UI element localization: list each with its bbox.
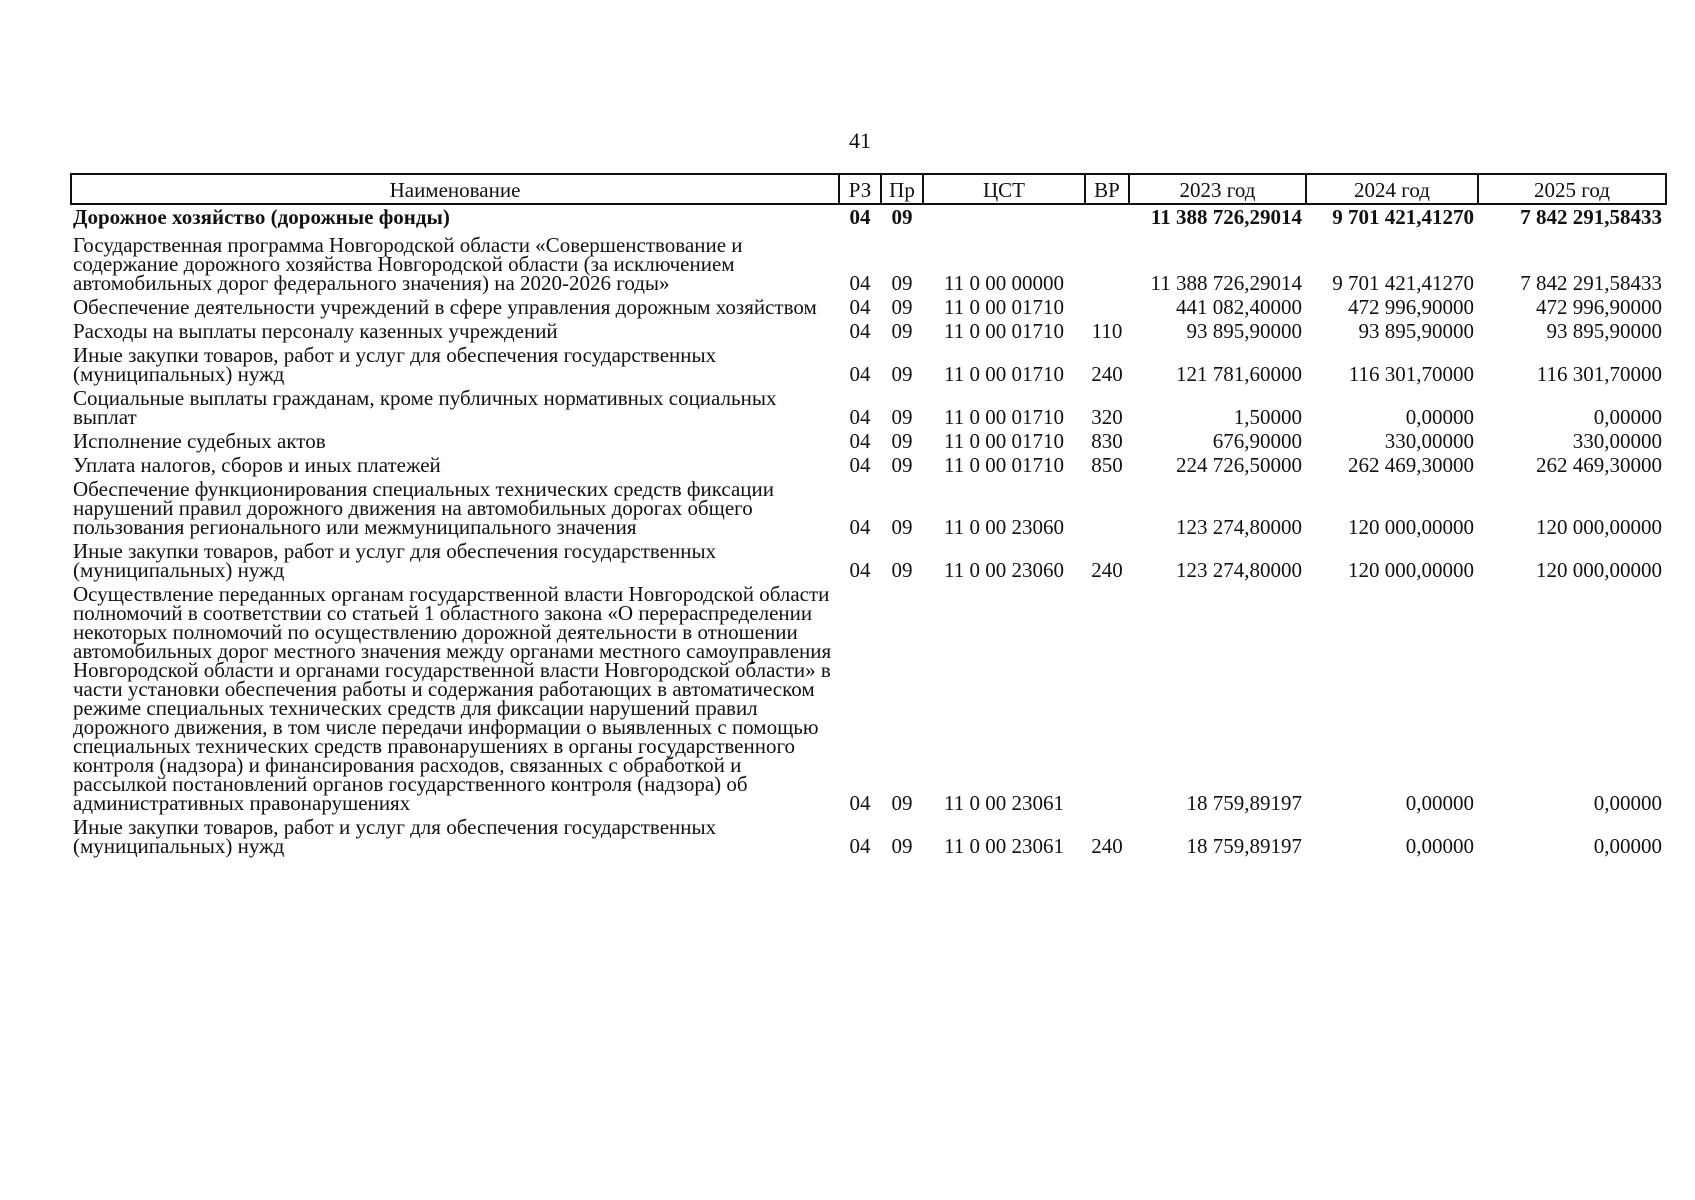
cell-pr: 09 bbox=[891, 205, 913, 229]
table-row bbox=[71, 539, 1666, 582]
cell-rz: 04 bbox=[849, 453, 871, 477]
cell-cst: 11 0 00 01710 bbox=[944, 429, 1064, 453]
cell-vr bbox=[1085, 204, 1129, 233]
cell-cst: 11 0 00 23060 bbox=[944, 515, 1064, 539]
cell-rz: 04 bbox=[849, 791, 871, 815]
cell-rz: 04 bbox=[849, 405, 871, 429]
cell-2024: 0,00000 bbox=[1405, 405, 1474, 429]
header-vr: ВР bbox=[1085, 174, 1129, 204]
cell-2024: 9 701 421,41270 bbox=[1332, 205, 1474, 229]
table-row bbox=[71, 582, 1666, 815]
cell-vr bbox=[1085, 233, 1129, 295]
table-row bbox=[71, 453, 1666, 477]
cell-pr: 09 bbox=[891, 429, 913, 453]
cell-rz: 04 bbox=[849, 429, 871, 453]
cell-2024: 120 000,00000 bbox=[1348, 558, 1474, 582]
cell-2025: 330,00000 bbox=[1572, 429, 1662, 453]
header-name: Наименование bbox=[71, 174, 839, 204]
cell-2025: 472 996,90000 bbox=[1536, 295, 1662, 319]
cell-name: Иные закупки товаров, работ и услуг для обеспечения государственных (муниципальных) нужд bbox=[73, 815, 717, 858]
cell-vr: 830 bbox=[1091, 429, 1123, 453]
cell-rz: 04 bbox=[849, 515, 871, 539]
header-rz: РЗ bbox=[839, 174, 881, 204]
cell-2024: 0,00000 bbox=[1405, 791, 1474, 815]
cell-pr: 09 bbox=[891, 362, 913, 386]
header-cst: ЦСТ bbox=[923, 174, 1085, 204]
table-row bbox=[71, 204, 1666, 233]
cell-2023: 224 726,50000 bbox=[1176, 453, 1302, 477]
cell-cst: 11 0 00 23061 bbox=[944, 834, 1064, 858]
header-year-2023: 2023 год bbox=[1129, 174, 1306, 204]
cell-vr bbox=[1085, 582, 1129, 815]
cell-2024: 9 701 421,41270 bbox=[1332, 271, 1474, 295]
cell-2025: 7 842 291,58433 bbox=[1520, 205, 1662, 229]
cell-2025: 120 000,00000 bbox=[1536, 515, 1662, 539]
cell-vr: 240 bbox=[1091, 362, 1123, 386]
cell-rz: 04 bbox=[849, 271, 871, 295]
cell-2025: 93 895,90000 bbox=[1546, 319, 1662, 343]
cell-pr: 09 bbox=[891, 319, 913, 343]
cell-pr: 09 bbox=[891, 295, 913, 319]
cell-vr: 110 bbox=[1091, 319, 1123, 343]
cell-2024: 262 469,30000 bbox=[1348, 453, 1474, 477]
cell-rz: 04 bbox=[849, 362, 871, 386]
cell-pr: 09 bbox=[891, 405, 913, 429]
cell-2024: 0,00000 bbox=[1405, 834, 1474, 858]
table-row bbox=[71, 343, 1666, 386]
budget-table bbox=[70, 173, 1667, 858]
cell-vr: 850 bbox=[1091, 453, 1123, 477]
cell-name: Иные закупки товаров, работ и услуг для обеспечения государственных (муниципальных) нужд bbox=[73, 343, 717, 386]
cell-name: Обеспечение функционирования специальных технических средств фиксации нарушений правил дорожного движения на автомобильных дорогах общего пользования регионального или межмуниципального значения bbox=[73, 477, 775, 539]
cell-vr bbox=[1085, 295, 1129, 319]
cell-cst: 11 0 00 01710 bbox=[944, 362, 1064, 386]
table-row bbox=[71, 815, 1666, 858]
cell-2023: 18 759,89197 bbox=[1186, 834, 1302, 858]
cell-2023: 1,50000 bbox=[1233, 405, 1302, 429]
cell-2023: 18 759,89197 bbox=[1186, 791, 1302, 815]
cell-2023: 676,90000 bbox=[1212, 429, 1302, 453]
cell-2023: 11 388 726,29014 bbox=[1150, 271, 1302, 295]
cell-cst: 11 0 00 00000 bbox=[944, 271, 1064, 295]
cell-2023: 441 082,40000 bbox=[1176, 295, 1302, 319]
cell-pr: 09 bbox=[891, 453, 913, 477]
cell-pr: 09 bbox=[891, 834, 913, 858]
page-number: 41 bbox=[849, 128, 871, 153]
cell-cst: 11 0 00 01710 bbox=[944, 453, 1064, 477]
cell-2025: 7 842 291,58433 bbox=[1520, 271, 1662, 295]
cell-2025: 0,00000 bbox=[1593, 405, 1662, 429]
table-header-row bbox=[71, 174, 1666, 204]
cell-2024: 472 996,90000 bbox=[1348, 295, 1474, 319]
table-body bbox=[71, 204, 1666, 858]
cell-cst: 11 0 00 23061 bbox=[944, 791, 1064, 815]
table-row bbox=[71, 386, 1666, 429]
cell-2023: 11 388 726,29014 bbox=[1150, 205, 1302, 229]
cell-name: Уплата налогов, сборов и иных платежей bbox=[73, 453, 441, 477]
header-year-2024: 2024 год bbox=[1306, 174, 1478, 204]
cell-2025: 0,00000 bbox=[1593, 834, 1662, 858]
cell-rz: 04 bbox=[849, 295, 871, 319]
table-row bbox=[71, 233, 1666, 295]
header-year-2025: 2025 год bbox=[1478, 174, 1666, 204]
cell-pr: 09 bbox=[891, 515, 913, 539]
cell-cst: 11 0 00 01710 bbox=[944, 405, 1064, 429]
cell-cst: 11 0 00 01710 bbox=[944, 319, 1064, 343]
cell-name: Обеспечение деятельности учреждений в сфере управления дорожным хозяйством bbox=[73, 295, 817, 319]
cell-vr: 240 bbox=[1091, 558, 1123, 582]
cell-pr: 09 bbox=[891, 558, 913, 582]
cell-2025: 116 301,70000 bbox=[1536, 362, 1662, 386]
cell-2023: 93 895,90000 bbox=[1186, 319, 1302, 343]
table-row bbox=[71, 319, 1666, 343]
cell-cst bbox=[923, 204, 1085, 233]
cell-rz: 04 bbox=[849, 319, 871, 343]
cell-name: Дорожное хозяйство (дорожные фонды) bbox=[73, 205, 450, 229]
cell-name: Расходы на выплаты персоналу казенных учреждений bbox=[73, 319, 558, 343]
cell-pr: 09 bbox=[891, 271, 913, 295]
cell-2024: 93 895,90000 bbox=[1358, 319, 1474, 343]
cell-2025: 120 000,00000 bbox=[1536, 558, 1662, 582]
cell-vr bbox=[1085, 477, 1129, 539]
cell-name: Иные закупки товаров, работ и услуг для обеспечения государственных (муниципальных) нужд bbox=[73, 539, 717, 582]
cell-cst: 11 0 00 01710 bbox=[944, 295, 1064, 319]
cell-2023: 123 274,80000 bbox=[1176, 558, 1302, 582]
cell-2024: 330,00000 bbox=[1384, 429, 1474, 453]
cell-vr: 320 bbox=[1091, 405, 1123, 429]
table-row bbox=[71, 477, 1666, 539]
cell-pr: 09 bbox=[891, 791, 913, 815]
cell-name: Социальные выплаты гражданам, кроме публичных нормативных социальных выплат bbox=[73, 386, 777, 429]
cell-cst: 11 0 00 23060 bbox=[944, 558, 1064, 582]
cell-2023: 123 274,80000 bbox=[1176, 515, 1302, 539]
cell-2025: 262 469,30000 bbox=[1536, 453, 1662, 477]
table-row bbox=[71, 295, 1666, 319]
cell-rz: 04 bbox=[849, 834, 871, 858]
table-row bbox=[71, 429, 1666, 453]
cell-name: Осуществление переданных органам государственной власти Новгородской области полномочий в соответствии со статьей 1 областного закона «О перераспределении некоторых полномочий по осуществлению дорожной деятельности в отношении автомобильных дорог местного значения между органами местного самоуправления Новгородской области и органами государственной власти Новгородской области» в части установки обеспечения работы и содержания работающих в автоматическом режиме специальных технических средств для фиксации нарушений правил дорожного движения, в том числе передачи информации о выявленных с помощью специальных технических средств правонарушениях в органы государственного контроля (надзора) и финансирования расходов, связанных с обработкой и рассылкой постановлений органов государственного контроля (надзора) об административных правонарушениях bbox=[73, 582, 832, 815]
header-pr: Пр bbox=[881, 174, 923, 204]
cell-rz: 04 bbox=[849, 558, 871, 582]
cell-name: Государственная программа Новгородской области «Совершенствование и содержание дорожного хозяйства Новгородской области (за исключением автомобильных дорог федерального значения) на 2020-2026 годы» bbox=[73, 233, 743, 295]
cell-rz: 04 bbox=[849, 205, 871, 229]
cell-name: Исполнение судебных актов bbox=[73, 429, 326, 453]
cell-vr: 240 bbox=[1091, 834, 1123, 858]
cell-2025: 0,00000 bbox=[1593, 791, 1662, 815]
cell-2024: 120 000,00000 bbox=[1348, 515, 1474, 539]
cell-2023: 121 781,60000 bbox=[1176, 362, 1302, 386]
cell-2024: 116 301,70000 bbox=[1348, 362, 1474, 386]
